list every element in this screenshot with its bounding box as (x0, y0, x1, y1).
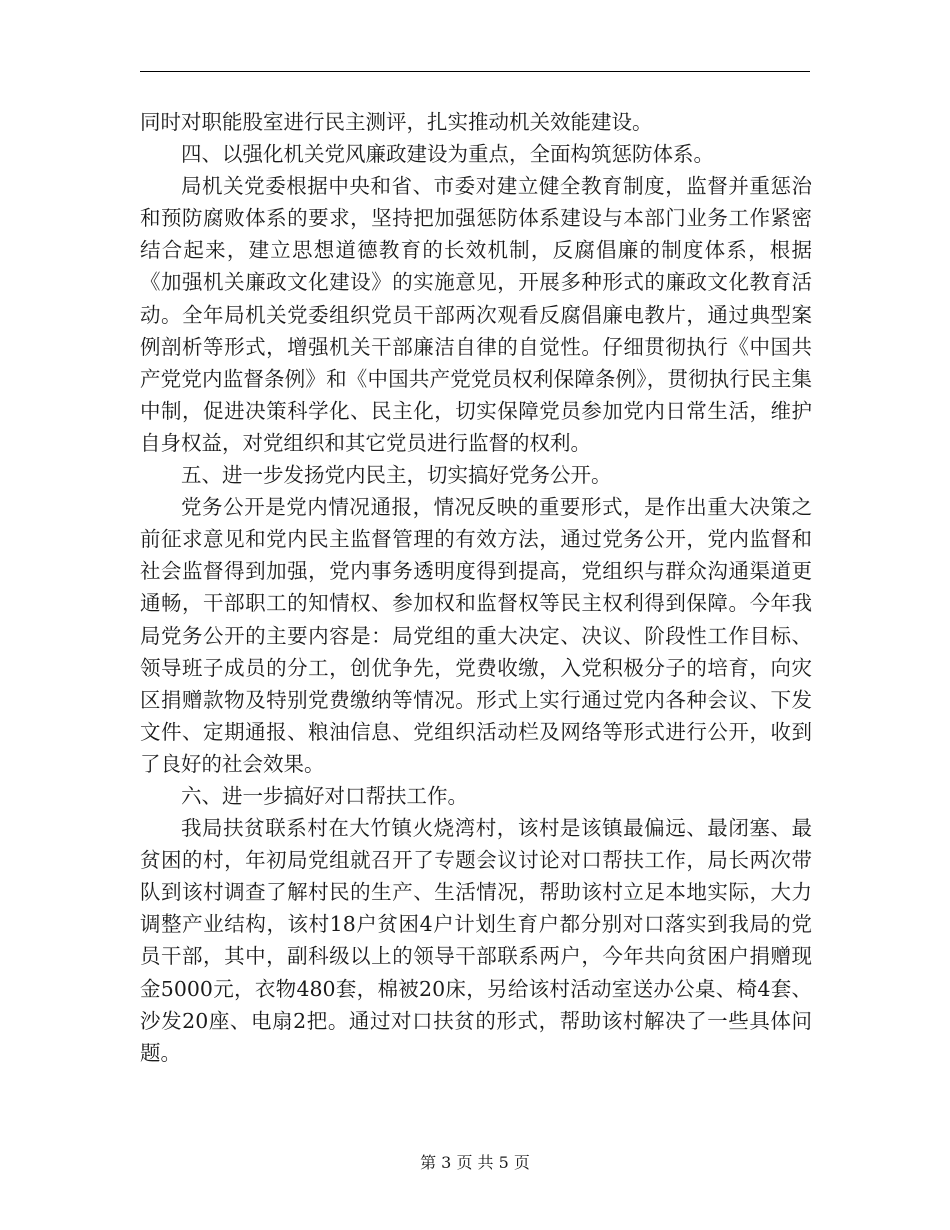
paragraph: 同时对职能股室进行民主测评，扎实推动机关效能建设。 (140, 110, 653, 134)
current-page-number: 3 (441, 1153, 452, 1172)
paragraph: 我局扶贫联系村在大竹镇火烧湾村，该村是该镇最偏远、最闭塞、最贫困的村，年初局党组就召开了专题会议讨论对口帮扶工作，局长两次带队到该村调查了解村民的生产、生活情况，帮助该村立足本地实际，大力调整产业结构，该村18户贫困4户计划生育户都分别对口落实到我局的党员干部，其中，副科级以上的领导干部联系两户，今年共向贫困户捐赠现金5000元，衣物480套，棉被20床，另给该村活动室送办公桌、椅4套、沙发20座、电扇2把。通过对口扶贫的形式，帮助该村解决了一些具体问题。 (140, 816, 812, 1065)
footer-prefix: 第 (420, 1153, 437, 1172)
section-heading-4: 四、以强化机关党风廉政建设为重点，全面构筑惩防体系。 (181, 142, 714, 167)
section-heading-6: 六、进一步搞好对口帮扶工作。 (181, 783, 468, 808)
section-heading-5: 五、进一步发扬党内民主，切实搞好党务公开。 (181, 463, 612, 488)
footer-suffix: 页 (513, 1153, 530, 1172)
header-rule (140, 71, 810, 72)
paragraph: 党务公开是党内情况通报，情况反映的重要形式，是作出重大决策之前征求意见和党内民主监督管理的有效方法，通过党务公开，党内监督和社会监督得到加强，党内事务透明度得到提高，党组织与群众沟通渠道更通畅，干部职工的知情权、参加权和监督权等民主权利得到保障。今年我局党务公开的主要内容是：局党组的重大决定、决议、阶段性工作目标、领导班子成员的分工，创优争先，党费收缴，入党积极分子的培育，向灾区捐赠款物及特别党费缴纳等情况。形式上实行通过党内各种会议、下发文件、定期通报、粮油信息、党组织活动栏及网络等形式进行公开，收到了良好的社会效果。 (140, 495, 812, 776)
paragraph: 局机关党委根据中央和省、市委对建立健全教育制度，监督并重惩治和预防腐败体系的要求，坚持把加强惩防体系建设与本部门业务工作紧密结合起来，建立思想道德教育的长效机制，反腐倡廉的制度体系，根据《加强机关廉政文化建设》的实施意见，开展多种形式的廉政文化教育活动。全年局机关党委组织党员干部两次观看反腐倡廉电教片，通过典型案例剖析等形式，增强机关干部廉洁自律的自觉性。仔细贯彻执行《中国共产党党内监督条例》和《中国共产党党员权利保障条例》，贯彻执行民主集中制，促进决策科学化、民主化，切实保障党员参加党内日常生活，维护自身权益，对党组织和其它党员进行监督的权利。 (140, 174, 812, 455)
total-page-count: 5 (498, 1153, 509, 1172)
footer-middle: 页 共 (456, 1153, 494, 1172)
document-body (140, 106, 812, 1069)
page-footer (0, 1153, 950, 1173)
